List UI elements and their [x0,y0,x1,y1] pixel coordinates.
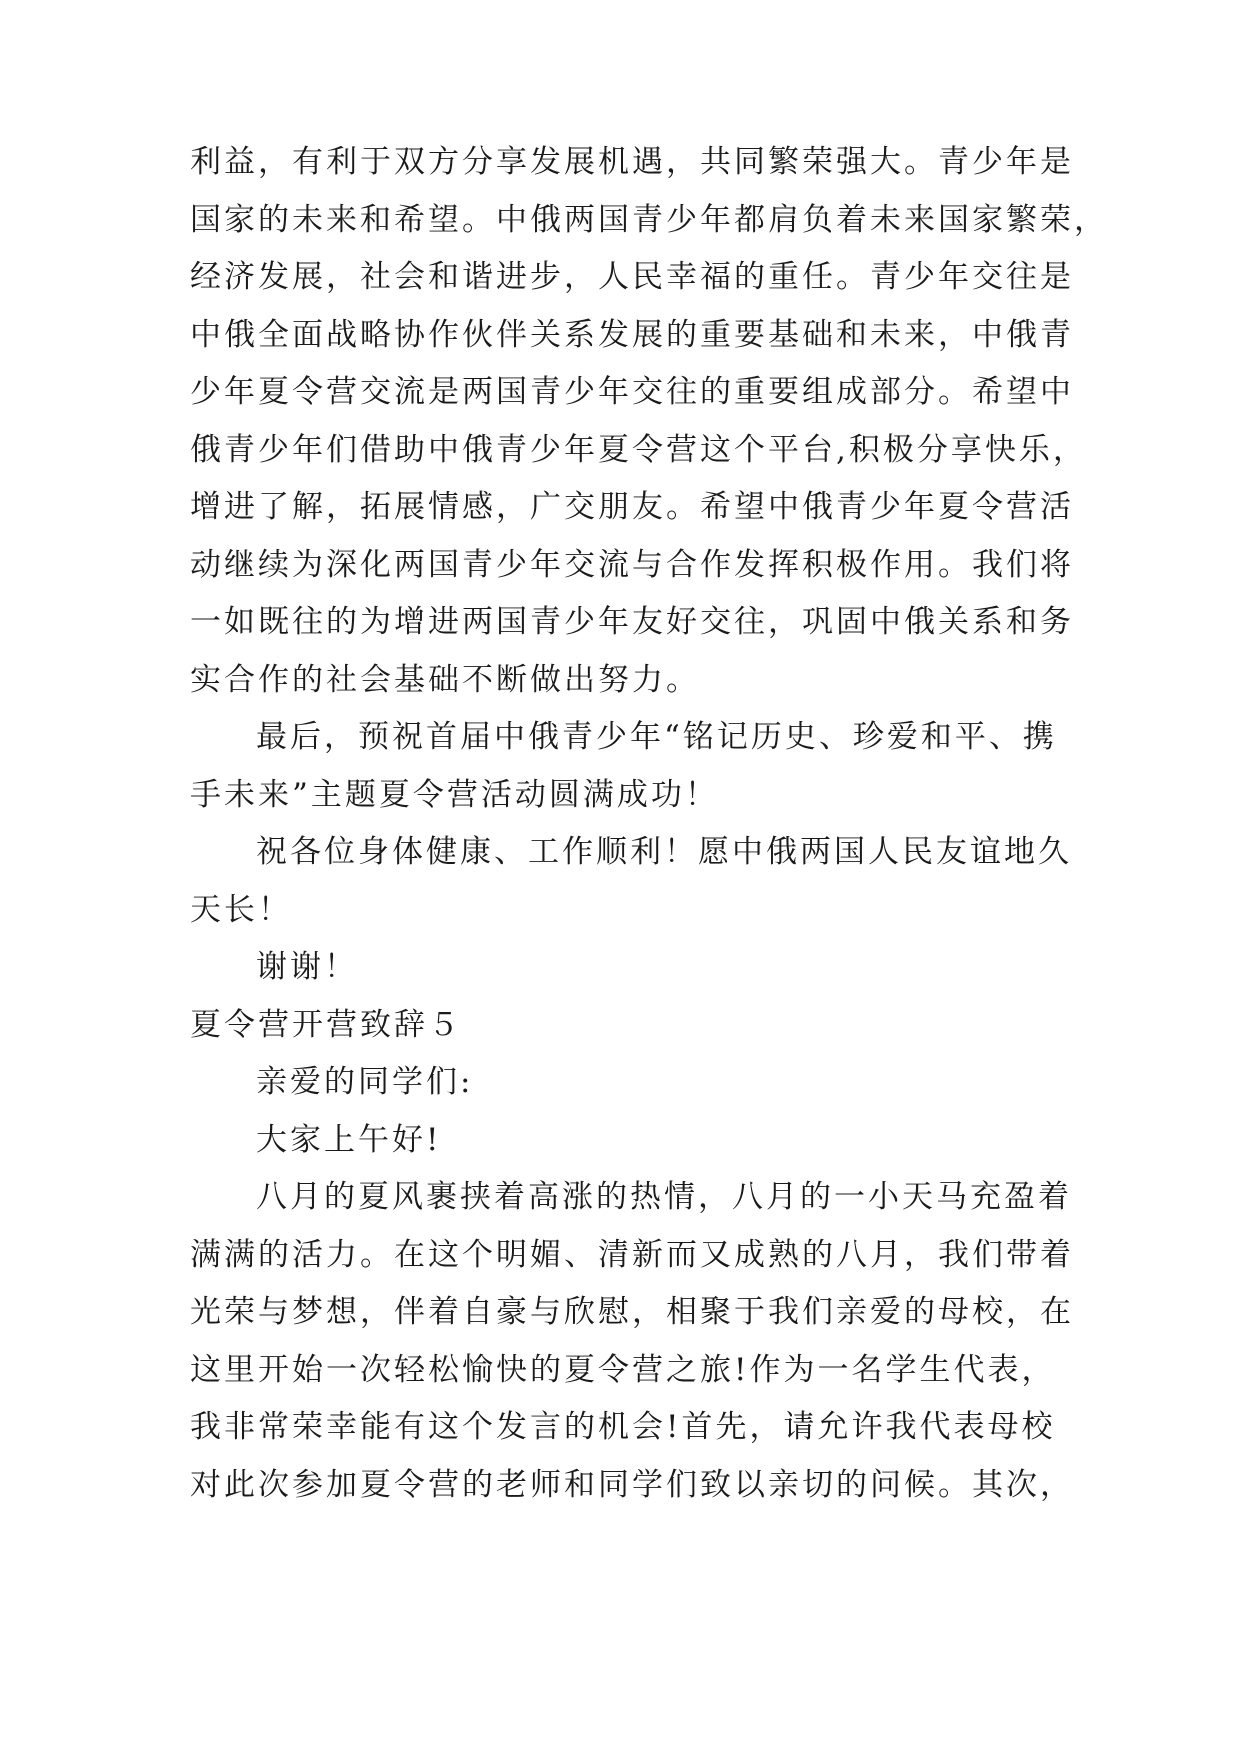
text-line: 大家上午好! [256,1122,442,1158]
text-line: 俄青少年们借助中俄青少年夏令营这个平台,积极分享快乐， [190,432,1087,468]
text-line: 实合作的社会基础不断做出努力。 [190,662,700,698]
text-line: 少年夏令营交流是两国青少年交往的重要组成部分。希望中 [190,374,1074,410]
text-line: 祝各位身体健康、工作顺利！愿中俄两国人民友谊地久 [256,834,1072,870]
text-line: 利益，有利于双方分享发展机遇，共同繁荣强大。青少年是 [190,144,1074,180]
text-line: 经济发展，社会和谐进步，人民幸福的重任。青少年交往是 [190,259,1074,295]
text-line: 光荣与梦想，伴着自豪与欣慰，相聚于我们亲爱的母校，在 [190,1294,1074,1330]
text-line: 最后，预祝首届中俄青少年“铭记历史、珍爱和平、携 [256,719,1057,755]
section-heading: 夏令营开营致辞５ [190,1007,462,1043]
text-line: 中俄全面战略协作伙伴关系发展的重要基础和未来，中俄青 [190,317,1074,353]
text-line: 对此次参加夏令营的老师和同学们致以亲切的问候。其次， [190,1467,1074,1503]
text-line: 谢谢！ [256,949,358,985]
text-line: 满满的活力。在这个明媚、清新而又成熟的八月，我们带着 [190,1237,1074,1273]
text-line: 动继续为深化两国青少年交流与合作发挥积极作用。我们将 [190,547,1074,583]
text-line: 一如既往的为增进两国青少年友好交往，巩固中俄关系和务 [190,604,1074,640]
text-line: 这里开始一次轻松愉快的夏令营之旅!作为一名学生代表， [190,1352,1056,1388]
text-line: 亲爱的同学们: [256,1064,474,1100]
text-line: 我非常荣幸能有这个发言的机会!首先，请允许我代表母校 [190,1409,1056,1445]
text-line: 国家的未来和希望。中俄两国青少年都肩负着未来国家繁荣， [190,202,1108,238]
text-line: 手未来”主题夏令营活动圆满成功！ [190,777,719,813]
text-line: 天长！ [190,892,292,928]
text-line: 增进了解，拓展情感，广交朋友。希望中俄青少年夏令营活 [190,489,1074,525]
text-line: 八月的夏风裹挟着高涨的热情，八月的一小天马充盈着 [256,1179,1072,1215]
